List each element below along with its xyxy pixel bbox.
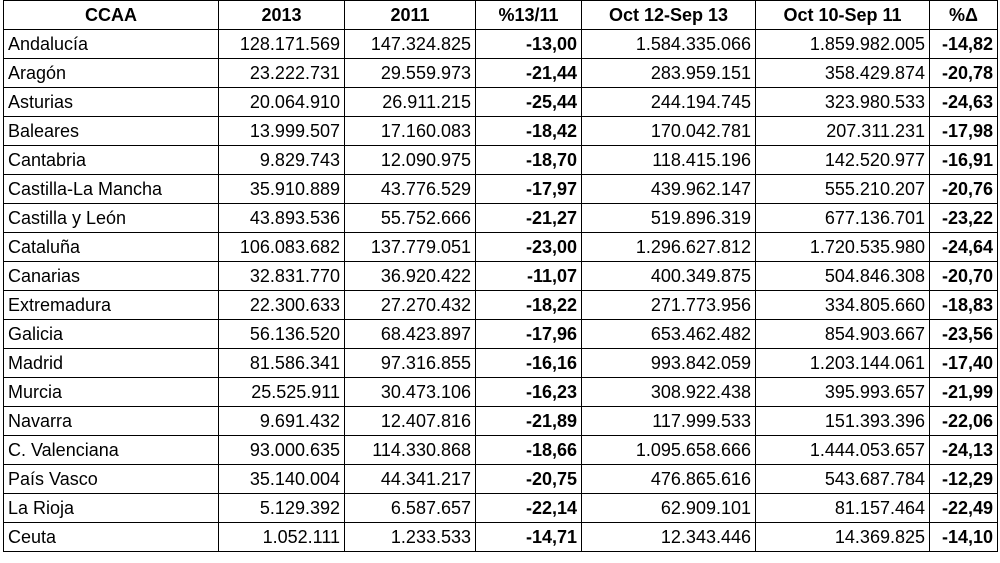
pct-13-11-cell: -22,14 xyxy=(476,494,582,523)
pct-delta-cell: -17,40 xyxy=(930,349,998,378)
header-pct-13-11: %13/11 xyxy=(476,1,582,30)
table-row xyxy=(4,378,998,407)
table-row xyxy=(4,523,998,552)
value-oct10-sep11-cell: 504.846.308 xyxy=(756,262,930,291)
value-2013-cell: 35.910.889 xyxy=(219,175,345,204)
table-row xyxy=(4,59,998,88)
region-cell: Andalucía xyxy=(4,30,219,59)
value-oct12-sep13-cell: 283.959.151 xyxy=(582,59,756,88)
value-2011-cell: 137.779.051 xyxy=(345,233,476,262)
table-row xyxy=(4,436,998,465)
value-oct12-sep13-cell: 12.343.446 xyxy=(582,523,756,552)
pct-delta-cell: -24,13 xyxy=(930,436,998,465)
region-cell: Baleares xyxy=(4,117,219,146)
pct-delta-cell: -20,78 xyxy=(930,59,998,88)
pct-delta-cell: -22,06 xyxy=(930,407,998,436)
value-oct12-sep13-cell: 439.962.147 xyxy=(582,175,756,204)
pct-13-11-cell: -18,42 xyxy=(476,117,582,146)
value-2011-cell: 36.920.422 xyxy=(345,262,476,291)
pct-13-11-cell: -13,00 xyxy=(476,30,582,59)
value-oct10-sep11-cell: 854.903.667 xyxy=(756,320,930,349)
region-cell: Canarias xyxy=(4,262,219,291)
value-oct12-sep13-cell: 400.349.875 xyxy=(582,262,756,291)
region-cell: País Vasco xyxy=(4,465,219,494)
pct-13-11-cell: -16,16 xyxy=(476,349,582,378)
value-oct10-sep11-cell: 358.429.874 xyxy=(756,59,930,88)
header-2013: 2013 xyxy=(219,1,345,30)
region-cell: C. Valenciana xyxy=(4,436,219,465)
region-cell: Murcia xyxy=(4,378,219,407)
pct-13-11-cell: -17,96 xyxy=(476,320,582,349)
table-row xyxy=(4,175,998,204)
table-row xyxy=(4,146,998,175)
value-oct10-sep11-cell: 555.210.207 xyxy=(756,175,930,204)
pct-13-11-cell: -17,97 xyxy=(476,175,582,204)
pct-delta-cell: -23,22 xyxy=(930,204,998,233)
value-2011-cell: 114.330.868 xyxy=(345,436,476,465)
value-2011-cell: 55.752.666 xyxy=(345,204,476,233)
table-row xyxy=(4,465,998,494)
pct-13-11-cell: -18,22 xyxy=(476,291,582,320)
value-2011-cell: 68.423.897 xyxy=(345,320,476,349)
value-2011-cell: 147.324.825 xyxy=(345,30,476,59)
pct-13-11-cell: -11,07 xyxy=(476,262,582,291)
value-2011-cell: 97.316.855 xyxy=(345,349,476,378)
value-oct12-sep13-cell: 519.896.319 xyxy=(582,204,756,233)
pct-13-11-cell: -20,75 xyxy=(476,465,582,494)
value-2013-cell: 56.136.520 xyxy=(219,320,345,349)
value-2011-cell: 6.587.657 xyxy=(345,494,476,523)
value-oct12-sep13-cell: 476.865.616 xyxy=(582,465,756,494)
value-oct10-sep11-cell: 81.157.464 xyxy=(756,494,930,523)
value-2011-cell: 44.341.217 xyxy=(345,465,476,494)
value-2013-cell: 13.999.507 xyxy=(219,117,345,146)
table-body xyxy=(4,30,998,552)
value-2013-cell: 22.300.633 xyxy=(219,291,345,320)
value-2013-cell: 9.829.743 xyxy=(219,146,345,175)
value-oct12-sep13-cell: 271.773.956 xyxy=(582,291,756,320)
region-cell: Castilla y León xyxy=(4,204,219,233)
table-row xyxy=(4,30,998,59)
region-cell: Navarra xyxy=(4,407,219,436)
pct-13-11-cell: -21,44 xyxy=(476,59,582,88)
value-oct12-sep13-cell: 244.194.745 xyxy=(582,88,756,117)
pct-delta-cell: -20,70 xyxy=(930,262,998,291)
pct-delta-cell: -12,29 xyxy=(930,465,998,494)
value-2011-cell: 29.559.973 xyxy=(345,59,476,88)
table-row xyxy=(4,320,998,349)
value-oct12-sep13-cell: 1.296.627.812 xyxy=(582,233,756,262)
header-oct12-sep13: Oct 12-Sep 13 xyxy=(582,1,756,30)
value-2011-cell: 1.233.533 xyxy=(345,523,476,552)
value-oct10-sep11-cell: 142.520.977 xyxy=(756,146,930,175)
table-row xyxy=(4,262,998,291)
value-oct10-sep11-cell: 1.203.144.061 xyxy=(756,349,930,378)
value-2011-cell: 17.160.083 xyxy=(345,117,476,146)
value-oct10-sep11-cell: 334.805.660 xyxy=(756,291,930,320)
value-2011-cell: 12.407.816 xyxy=(345,407,476,436)
pct-delta-cell: -20,76 xyxy=(930,175,998,204)
region-cell: Madrid xyxy=(4,349,219,378)
table-row xyxy=(4,407,998,436)
value-oct12-sep13-cell: 117.999.533 xyxy=(582,407,756,436)
value-2013-cell: 93.000.635 xyxy=(219,436,345,465)
table-row xyxy=(4,494,998,523)
pct-13-11-cell: -21,27 xyxy=(476,204,582,233)
pct-13-11-cell: -23,00 xyxy=(476,233,582,262)
header-ccaa: CCAA xyxy=(4,1,219,30)
table-row xyxy=(4,349,998,378)
value-2011-cell: 27.270.432 xyxy=(345,291,476,320)
value-2013-cell: 1.052.111 xyxy=(219,523,345,552)
value-oct10-sep11-cell: 1.720.535.980 xyxy=(756,233,930,262)
pct-delta-cell: -17,98 xyxy=(930,117,998,146)
pct-13-11-cell: -18,70 xyxy=(476,146,582,175)
region-cell: Asturias xyxy=(4,88,219,117)
pct-13-11-cell: -25,44 xyxy=(476,88,582,117)
region-cell: Galicia xyxy=(4,320,219,349)
value-oct12-sep13-cell: 170.042.781 xyxy=(582,117,756,146)
value-2013-cell: 81.586.341 xyxy=(219,349,345,378)
region-cell: La Rioja xyxy=(4,494,219,523)
value-2011-cell: 30.473.106 xyxy=(345,378,476,407)
value-oct12-sep13-cell: 308.922.438 xyxy=(582,378,756,407)
value-oct12-sep13-cell: 62.909.101 xyxy=(582,494,756,523)
value-oct10-sep11-cell: 151.393.396 xyxy=(756,407,930,436)
region-cell: Cantabria xyxy=(4,146,219,175)
pct-delta-cell: -24,63 xyxy=(930,88,998,117)
value-2013-cell: 5.129.392 xyxy=(219,494,345,523)
value-2013-cell: 20.064.910 xyxy=(219,88,345,117)
ccaa-data-table xyxy=(3,0,998,552)
value-2013-cell: 43.893.536 xyxy=(219,204,345,233)
pct-delta-cell: -21,99 xyxy=(930,378,998,407)
value-oct10-sep11-cell: 14.369.825 xyxy=(756,523,930,552)
value-2013-cell: 9.691.432 xyxy=(219,407,345,436)
table-row xyxy=(4,88,998,117)
value-2011-cell: 26.911.215 xyxy=(345,88,476,117)
value-oct10-sep11-cell: 395.993.657 xyxy=(756,378,930,407)
value-oct10-sep11-cell: 543.687.784 xyxy=(756,465,930,494)
pct-13-11-cell: -14,71 xyxy=(476,523,582,552)
header-oct10-sep11: Oct 10-Sep 11 xyxy=(756,1,930,30)
value-2013-cell: 23.222.731 xyxy=(219,59,345,88)
header-row xyxy=(4,1,998,30)
pct-delta-cell: -14,10 xyxy=(930,523,998,552)
value-2013-cell: 106.083.682 xyxy=(219,233,345,262)
value-oct12-sep13-cell: 118.415.196 xyxy=(582,146,756,175)
value-oct10-sep11-cell: 207.311.231 xyxy=(756,117,930,146)
value-2013-cell: 32.831.770 xyxy=(219,262,345,291)
value-oct10-sep11-cell: 323.980.533 xyxy=(756,88,930,117)
value-2011-cell: 12.090.975 xyxy=(345,146,476,175)
value-oct12-sep13-cell: 1.584.335.066 xyxy=(582,30,756,59)
table-row xyxy=(4,291,998,320)
pct-delta-cell: -23,56 xyxy=(930,320,998,349)
value-oct10-sep11-cell: 677.136.701 xyxy=(756,204,930,233)
value-2013-cell: 25.525.911 xyxy=(219,378,345,407)
value-oct12-sep13-cell: 993.842.059 xyxy=(582,349,756,378)
value-oct12-sep13-cell: 1.095.658.666 xyxy=(582,436,756,465)
region-cell: Castilla-La Mancha xyxy=(4,175,219,204)
value-2011-cell: 43.776.529 xyxy=(345,175,476,204)
pct-13-11-cell: -18,66 xyxy=(476,436,582,465)
region-cell: Extremadura xyxy=(4,291,219,320)
pct-delta-cell: -18,83 xyxy=(930,291,998,320)
region-cell: Aragón xyxy=(4,59,219,88)
value-2013-cell: 128.171.569 xyxy=(219,30,345,59)
value-oct12-sep13-cell: 653.462.482 xyxy=(582,320,756,349)
header-pct-delta: %Δ xyxy=(930,1,998,30)
table-row xyxy=(4,204,998,233)
region-cell: Ceuta xyxy=(4,523,219,552)
value-oct10-sep11-cell: 1.859.982.005 xyxy=(756,30,930,59)
header-2011: 2011 xyxy=(345,1,476,30)
value-2013-cell: 35.140.004 xyxy=(219,465,345,494)
pct-delta-cell: -24,64 xyxy=(930,233,998,262)
table-row xyxy=(4,233,998,262)
pct-delta-cell: -14,82 xyxy=(930,30,998,59)
pct-13-11-cell: -16,23 xyxy=(476,378,582,407)
pct-13-11-cell: -21,89 xyxy=(476,407,582,436)
region-cell: Cataluña xyxy=(4,233,219,262)
value-oct10-sep11-cell: 1.444.053.657 xyxy=(756,436,930,465)
pct-delta-cell: -16,91 xyxy=(930,146,998,175)
pct-delta-cell: -22,49 xyxy=(930,494,998,523)
table-row xyxy=(4,117,998,146)
